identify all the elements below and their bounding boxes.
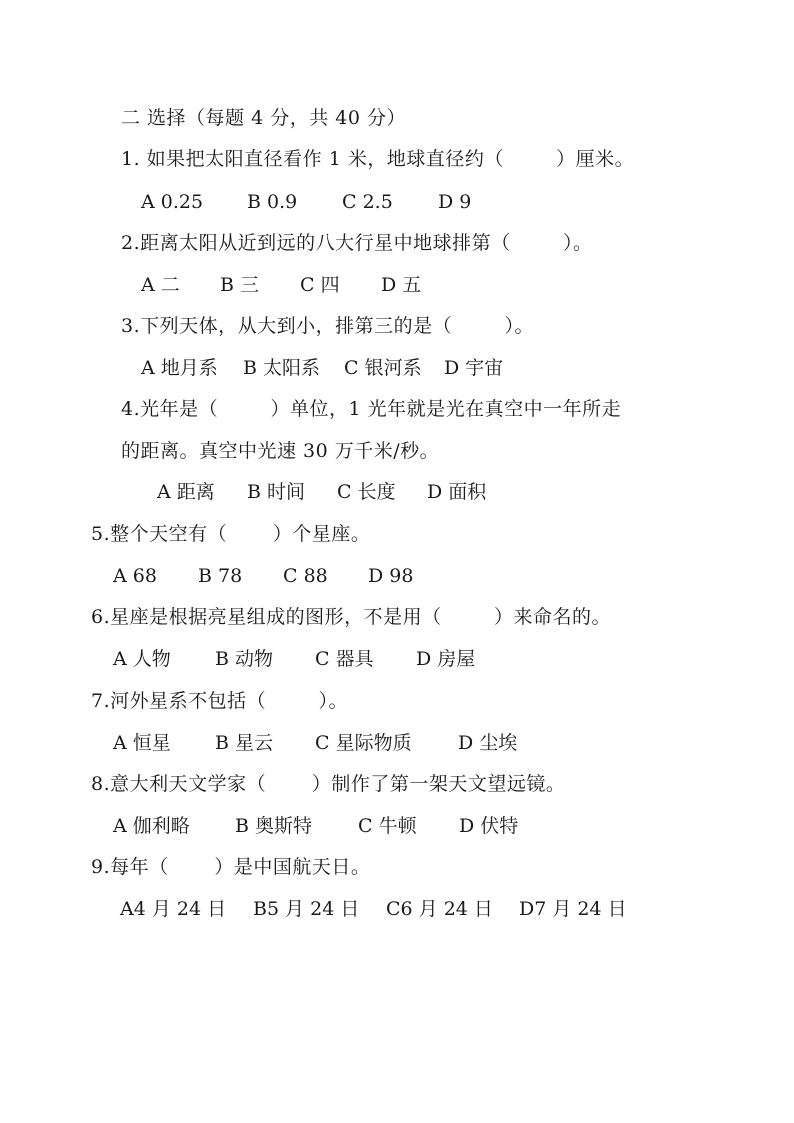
- question-9-stem: 9.每年（ ）是中国航天日。: [91, 856, 371, 878]
- question-6-stem: 6.星座是根据亮星组成的图形，不是用（ ）来命名的。: [91, 606, 611, 628]
- question-9-option-d: D7 月 24 日: [519, 898, 627, 920]
- question-5-options: [113, 564, 413, 588]
- question-2-stem: 2.距离太阳从近到远的八大行星中地球排第（ ）。: [121, 232, 593, 254]
- question-8-option-c: C 牛顿: [358, 815, 417, 837]
- question-2-option-c: C 四: [300, 274, 340, 296]
- question-3-option-b: B 太阳系: [243, 357, 321, 379]
- question-9-option-a: A4 月 24 日: [120, 898, 227, 920]
- question-7-option-a: A 恒星: [113, 732, 171, 754]
- question-3-options: [141, 356, 503, 380]
- question-1-option-d: D 9: [438, 191, 472, 213]
- question-1-options: [141, 190, 471, 214]
- question-6-options: [113, 647, 475, 671]
- question-2-options: [141, 273, 421, 297]
- question-8-option-b: B 奥斯特: [235, 815, 313, 837]
- question-4-option-c: C 长度: [337, 481, 396, 503]
- question-1-option-c: C 2.5: [342, 191, 393, 213]
- question-9-option-b: B5 月 24 日: [253, 898, 360, 920]
- question-7-option-d: D 尘埃: [458, 732, 518, 754]
- question-6-option-d: D 房屋: [416, 648, 476, 670]
- question-5-option-d: D 98: [368, 565, 414, 587]
- question-5-option-c: C 88: [283, 565, 328, 587]
- question-4-option-b: B 时间: [247, 481, 306, 503]
- question-8-option-a: A 伽利略: [113, 815, 190, 837]
- question-1-option-b: B 0.9: [247, 191, 298, 213]
- question-5-stem: 5.整个天空有（ ）个星座。: [91, 523, 371, 545]
- question-8-stem: 8.意大利天文学家（ ）制作了第一架天文望远镜。: [91, 773, 566, 795]
- question-7-stem: 7.河外星系不包括（ ）。: [91, 690, 348, 712]
- question-1-stem: 1. 如果把太阳直径看作 1 米，地球直径约（ ）厘米。: [121, 148, 635, 170]
- question-6-option-a: A 人物: [113, 648, 171, 670]
- question-4-options: [157, 480, 486, 504]
- question-4-stem-line1: 4.光年是（ ）单位，1 光年就是光在真空中一年所走: [121, 398, 622, 420]
- question-5-option-b: B 78: [198, 565, 243, 587]
- question-8-options: [113, 814, 518, 838]
- question-9-option-c: C6 月 24 日: [386, 898, 493, 920]
- question-2-option-a: A 二: [141, 274, 180, 296]
- question-3-option-a: A 地月系: [141, 357, 218, 379]
- section-title: 二 选择（每题 4 分，共 40 分）: [121, 107, 406, 129]
- question-8-option-d: D 伏特: [459, 815, 519, 837]
- question-2-option-b: B 三: [220, 274, 260, 296]
- question-1-option-a: A 0.25: [141, 191, 204, 213]
- question-2-option-d: D 五: [381, 274, 422, 296]
- question-4-option-d: D 面积: [427, 481, 487, 503]
- question-7-option-c: C 星际物质: [315, 732, 412, 754]
- question-7-option-b: B 星云: [215, 732, 274, 754]
- question-3-option-d: D 宇宙: [444, 357, 504, 379]
- question-4-stem-line2: 的距离。真空中光速 30 万千米/秒。: [121, 440, 440, 462]
- question-3-stem: 3.下列天体，从大到小，排第三的是（ ）。: [121, 315, 534, 337]
- question-4-option-a: A 距离: [157, 481, 215, 503]
- question-3-option-c: C 银河系: [344, 357, 422, 379]
- question-6-option-b: B 动物: [215, 648, 274, 670]
- question-6-option-c: C 器具: [315, 648, 374, 670]
- question-7-options: [113, 731, 517, 755]
- question-5-option-a: A 68: [113, 565, 157, 587]
- question-9-options: [120, 897, 627, 921]
